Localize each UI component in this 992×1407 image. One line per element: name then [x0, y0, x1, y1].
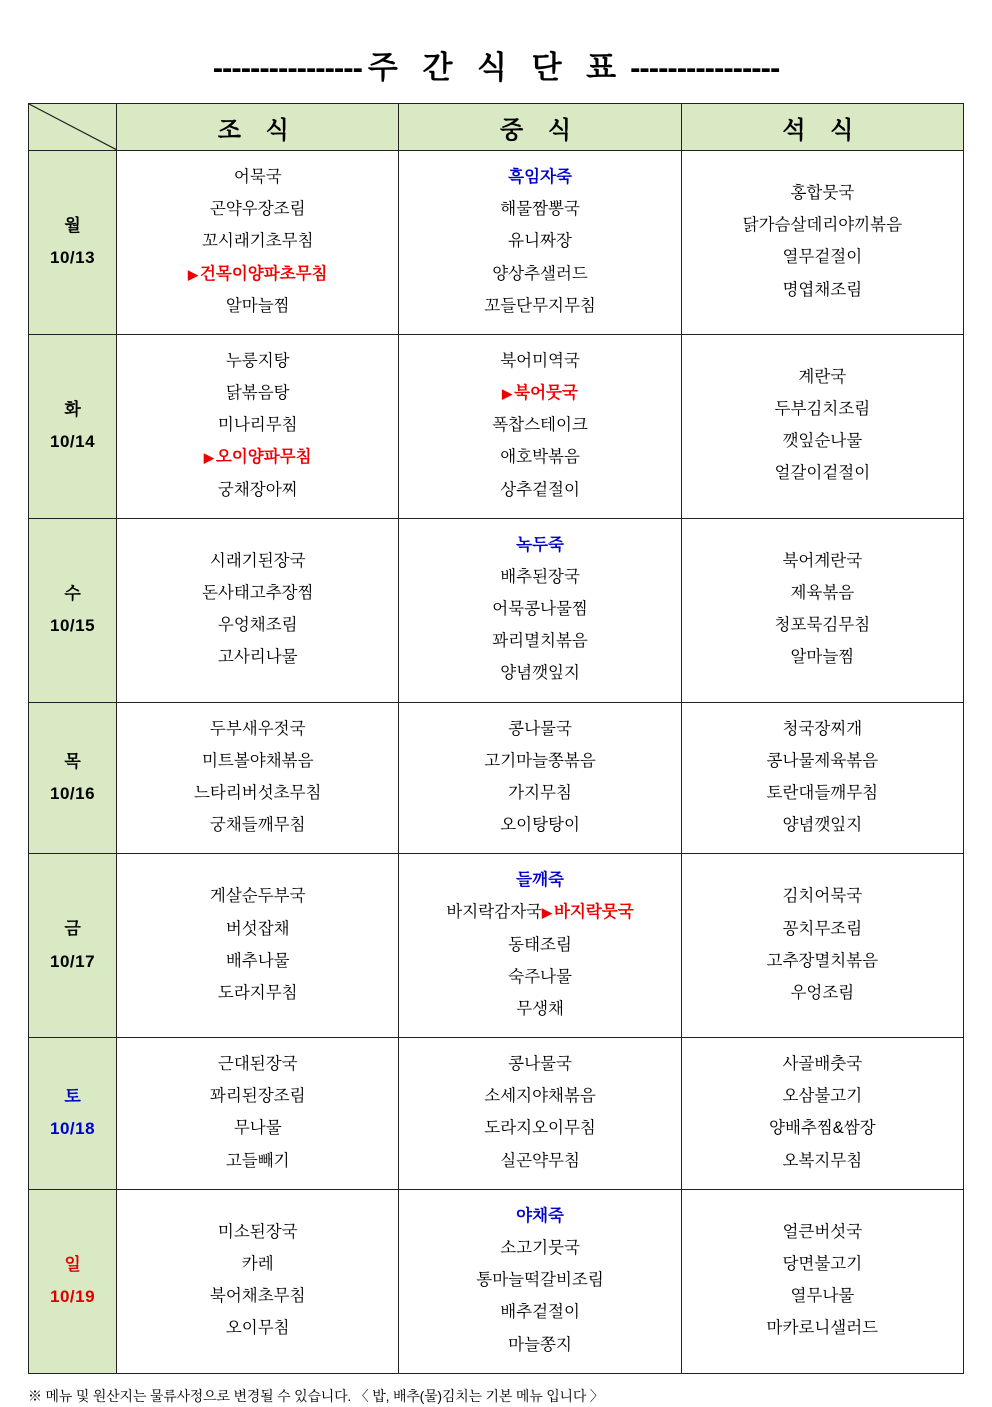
day-cell [29, 1189, 117, 1373]
day-of-week: 수 [64, 583, 81, 603]
day-cell [29, 334, 117, 518]
menu-item [405, 1200, 674, 1232]
menu-item [405, 896, 674, 928]
menu-cell-dinner [681, 854, 963, 1038]
menu-item-label: 양배추찜&쌈장 [769, 1119, 876, 1138]
menu-item-label: 야채죽 [516, 1206, 564, 1225]
menu-item [405, 625, 674, 657]
triangle-right-icon: ▶ [187, 266, 198, 282]
menu-item-label: 닭볶음탕 [225, 384, 290, 403]
menu-item [688, 177, 957, 209]
menu-item-label: 통마늘떡갈비조림 [476, 1271, 604, 1290]
menu-item [405, 345, 674, 377]
menu-item [688, 425, 957, 457]
menu-item-label: 미나리무침 [217, 416, 298, 435]
menu-item [123, 1248, 392, 1280]
menu-item-label: 무나물 [233, 1119, 282, 1138]
menu-item [123, 1280, 392, 1312]
menu-cell-lunch [399, 1038, 681, 1190]
menu-item [688, 641, 957, 673]
triangle-right-icon: ▶ [542, 905, 552, 921]
menu-item-label: 숙주나물 [508, 967, 572, 986]
menu-cell-breakfast [117, 518, 399, 702]
menu-item-label: 미소된장국 [217, 1222, 298, 1241]
menu-item [123, 641, 392, 673]
menu-item [405, 1048, 674, 1080]
title-left-dashes: ---------------- [212, 50, 362, 85]
menu-item-label: 동태조림 [508, 935, 572, 954]
menu-item [123, 577, 392, 609]
day-date: 10/17 [50, 951, 96, 971]
menu-item [405, 1232, 674, 1264]
menu-item [688, 241, 957, 273]
day-cell [29, 518, 117, 702]
menu-item-label: 시래기된장국 [209, 551, 306, 570]
menu-item [123, 1080, 392, 1112]
menu-item-label: 명엽채조림 [782, 280, 863, 299]
menu-cell-lunch [399, 854, 681, 1038]
menu-item [123, 225, 392, 257]
menu-item [405, 1264, 674, 1296]
menu-item [123, 258, 392, 290]
menu-item-label: 폭찹스테이크 [492, 416, 588, 435]
menu-item-label: 콩나물제육볶음 [766, 751, 879, 770]
menu-item-label: 꼬들단무지무침 [484, 296, 596, 315]
menu-cell-breakfast [117, 702, 399, 854]
menu-cell-breakfast [117, 1189, 399, 1373]
menu-item-label: 청포묵김무침 [774, 616, 871, 635]
table-row [29, 151, 964, 335]
menu-item [405, 225, 674, 257]
menu-item [123, 977, 392, 1009]
title-text: 주 간 식 단 표 [367, 50, 625, 85]
menu-item-label: 얼갈이겉절이 [774, 464, 871, 483]
menu-item-label: 상추겉절이 [500, 480, 580, 499]
menu-item [405, 377, 674, 409]
menu-item-label: 알마늘찜 [225, 296, 290, 315]
day-of-week: 토 [64, 1087, 81, 1107]
table-row [29, 334, 964, 518]
menu-cell-lunch [399, 151, 681, 335]
menu-item [688, 777, 957, 809]
menu-cell-breakfast [117, 151, 399, 335]
menu-item [688, 545, 957, 577]
menu-cell-dinner [681, 1038, 963, 1190]
menu-item [688, 393, 957, 425]
menu-item-label: 홍합뭇국 [790, 184, 855, 203]
menu-item [405, 290, 674, 322]
table-row [29, 1189, 964, 1373]
menu-item [405, 441, 674, 473]
menu-item [405, 809, 674, 841]
day-date: 10/18 [50, 1119, 96, 1139]
menu-item [405, 864, 674, 896]
menu-item-label: 가지무침 [508, 783, 572, 802]
menu-item [405, 1112, 674, 1144]
menu-item [123, 777, 392, 809]
menu-item-label: 고사리나물 [217, 648, 298, 667]
menu-item [123, 913, 392, 945]
day-cell [29, 854, 117, 1038]
menu-item-label: 콩나물국 [508, 1055, 572, 1074]
menu-item [688, 274, 957, 306]
menu-item [405, 409, 674, 441]
menu-item-label: 궁채들깨무침 [209, 816, 306, 835]
day-of-week: 화 [64, 399, 81, 419]
menu-item-label: 들깨죽 [516, 871, 564, 890]
menu-item-label: 어묵국 [233, 168, 282, 186]
menu-item [405, 929, 674, 961]
menu-item-label: 북어뭇국 [514, 384, 578, 403]
menu-item-label: 소세지야채볶음 [484, 1087, 596, 1106]
menu-item-label: 배추겉절이 [500, 1303, 580, 1322]
menu-item-label: 느타리버섯초무침 [193, 783, 322, 802]
menu-item-label: 북어계란국 [782, 551, 863, 570]
menu-item [123, 377, 392, 409]
menu-item [405, 1080, 674, 1112]
table-header [29, 104, 964, 151]
menu-item [123, 441, 392, 473]
menu-item-label: 북어미역국 [500, 351, 580, 370]
menu-item [405, 777, 674, 809]
menu-item [688, 745, 957, 777]
column-header-lunch: 중 식 [399, 104, 681, 151]
day-of-week: 금 [64, 919, 81, 939]
menu-item [123, 1112, 392, 1144]
menu-item-label: 사골배춧국 [782, 1055, 863, 1074]
menu-cell-breakfast [117, 1038, 399, 1190]
day-of-week: 월 [64, 216, 81, 236]
menu-item-label: 양상추샐러드 [492, 264, 588, 283]
menu-item [123, 713, 392, 745]
menu-item-label: 실곤약무침 [500, 1151, 580, 1170]
menu-item [123, 1216, 392, 1248]
menu-item [405, 993, 674, 1025]
menu-item [405, 1329, 674, 1361]
menu-item-label: 우엉조림 [790, 983, 855, 1002]
menu-item [405, 193, 674, 225]
menu-item-label: 오삼불고기 [782, 1087, 863, 1106]
menu-item-label: 당면불고기 [782, 1255, 863, 1274]
menu-item [405, 258, 674, 290]
menu-item [123, 1312, 392, 1344]
menu-item [688, 809, 957, 841]
menu-item [688, 1312, 957, 1344]
menu-item [405, 161, 674, 193]
menu-item-label: 녹두죽 [516, 535, 564, 554]
menu-item [405, 529, 674, 561]
menu-item-label: 열무나물 [790, 1287, 855, 1306]
day-of-week: 일 [64, 1254, 81, 1274]
menu-item [688, 361, 957, 393]
menu-item-label: 누룽지탕 [225, 351, 290, 370]
day-of-week: 목 [64, 751, 81, 771]
day-date: 10/15 [50, 616, 96, 636]
day-date: 10/13 [50, 248, 96, 268]
day-cell [29, 1038, 117, 1190]
menu-item-label: 흑임자죽 [508, 168, 572, 186]
menu-item-label: 청국장찌개 [782, 719, 863, 738]
menu-item-label: 고기마늘쫑볶음 [484, 751, 596, 770]
table-header-row [29, 104, 964, 151]
day-cell [29, 151, 117, 335]
menu-item [405, 1296, 674, 1328]
menu-item [688, 209, 957, 241]
menu-cell-dinner [681, 702, 963, 854]
menu-item [405, 657, 674, 689]
menu-item [688, 1112, 957, 1144]
menu-item-label: 오이탕탕이 [500, 816, 580, 835]
menu-item-label: 게살순두부국 [209, 887, 306, 906]
diagonal-line-icon [29, 104, 116, 150]
column-header-dinner: 석 식 [681, 104, 963, 151]
day-date: 10/14 [50, 432, 96, 452]
weekly-menu-table [28, 103, 964, 1374]
menu-item-label: 마카로니샐러드 [766, 1319, 879, 1338]
menu-item-label: 미트볼야채볶음 [201, 751, 314, 770]
menu-item-label: 꽈리멸치볶음 [492, 632, 588, 651]
menu-item [123, 880, 392, 912]
menu-item-label: 도라지오이무침 [484, 1119, 596, 1138]
menu-item [688, 977, 957, 1009]
menu-item-label: 배추된장국 [500, 567, 580, 586]
menu-item-label: 무생채 [516, 999, 564, 1018]
menu-item [405, 474, 674, 506]
menu-item-label: 계란국 [798, 367, 847, 386]
menu-item-label: 바지락뭇국 [554, 903, 634, 922]
menu-item-label: 오이양파무침 [215, 448, 312, 467]
menu-item-label: 해물짬뽕국 [500, 200, 580, 219]
column-header-breakfast: 조 식 [117, 104, 399, 151]
menu-item-label: 어묵콩나물찜 [492, 600, 588, 619]
menu-item-label: 꽁치무조림 [782, 919, 863, 938]
menu-item [688, 713, 957, 745]
menu-cell-breakfast [117, 334, 399, 518]
menu-item [405, 593, 674, 625]
menu-item-label: 도라지무침 [217, 983, 298, 1002]
menu-item-label: 유니짜장 [508, 232, 572, 251]
menu-item [123, 809, 392, 841]
menu-item [123, 745, 392, 777]
menu-cell-dinner [681, 1189, 963, 1373]
menu-item [405, 961, 674, 993]
menu-item [123, 409, 392, 441]
menu-item-label: 건목이양파초무침 [199, 264, 328, 283]
title-right-dashes: ---------------- [630, 50, 780, 85]
menu-item-label: 버섯잡채 [225, 919, 290, 938]
menu-item [123, 345, 392, 377]
menu-item-label: 양념깻잎지 [782, 816, 863, 835]
footnote: ※ 메뉴 및 원산지는 물류사정으로 변경될 수 있습니다. 〈 밥, 배추(물)김치는 기본 메뉴 입니다 〉 [28, 1387, 604, 1404]
menu-item [688, 1216, 957, 1248]
table-row [29, 518, 964, 702]
menu-item [123, 545, 392, 577]
menu-item [688, 913, 957, 945]
menu-item-label: 북어채초무침 [209, 1287, 306, 1306]
menu-item-label: 얼큰버섯국 [782, 1222, 863, 1241]
menu-item-label: 궁채장아찌 [217, 480, 298, 499]
menu-item-label: 열무겉절이 [782, 248, 863, 267]
menu-item [123, 609, 392, 641]
menu-item [688, 1080, 957, 1112]
menu-item-label: 김치어묵국 [782, 887, 863, 906]
menu-item-label: 소고기뭇국 [500, 1238, 580, 1257]
menu-cell-dinner [681, 518, 963, 702]
menu-item-label: 애호박볶음 [500, 448, 580, 467]
menu-item-label: 우엉채조림 [217, 616, 298, 635]
table-row [29, 702, 964, 854]
menu-item-label: 곤약우장조림 [209, 200, 306, 219]
menu-item [688, 609, 957, 641]
triangle-right-icon: ▶ [203, 450, 214, 466]
menu-item [688, 1145, 957, 1177]
menu-item [405, 1145, 674, 1177]
menu-item-label: 꼬시래기초무침 [201, 232, 314, 251]
menu-item [123, 1145, 392, 1177]
menu-item-prefix: 바지락감자국 [446, 903, 542, 922]
menu-item [123, 1048, 392, 1080]
menu-item [123, 945, 392, 977]
menu-item-label: 두부새우젓국 [209, 719, 306, 738]
menu-cell-dinner [681, 151, 963, 335]
menu-item [405, 561, 674, 593]
menu-item-label: 카레 [241, 1255, 274, 1274]
menu-item-label: 배추나물 [225, 951, 290, 970]
menu-item-label: 꽈리된장조림 [209, 1087, 306, 1106]
menu-item [688, 577, 957, 609]
menu-cell-lunch [399, 1189, 681, 1373]
menu-item-label: 고추장멸치볶음 [766, 951, 879, 970]
table-row [29, 854, 964, 1038]
menu-item [123, 474, 392, 506]
menu-cell-dinner [681, 334, 963, 518]
menu-item [688, 457, 957, 489]
menu-item-label: 두부김치조림 [774, 400, 871, 419]
table-body [29, 151, 964, 1374]
menu-item-label: 근대된장국 [217, 1055, 298, 1074]
menu-item [405, 745, 674, 777]
menu-item [123, 161, 392, 193]
menu-item-label: 제육볶음 [790, 583, 855, 602]
menu-item [123, 193, 392, 225]
menu-item-label: 토란대들깨무침 [766, 783, 879, 802]
menu-item [688, 1248, 957, 1280]
menu-item-label: 돈사태고추장찜 [201, 583, 314, 602]
menu-item-label: 콩나물국 [508, 719, 572, 738]
day-cell [29, 702, 117, 854]
menu-item-label: 깻잎순나물 [782, 432, 863, 451]
menu-item-label: 알마늘찜 [790, 648, 855, 667]
menu-item-label: 오이무침 [225, 1319, 290, 1338]
triangle-right-icon: ▶ [502, 386, 513, 402]
menu-item [688, 880, 957, 912]
menu-cell-lunch [399, 702, 681, 854]
day-date: 10/19 [50, 1287, 96, 1307]
menu-cell-breakfast [117, 854, 399, 1038]
menu-item-label: 마늘쫑지 [508, 1335, 572, 1354]
table-row [29, 1038, 964, 1190]
menu-item [123, 290, 392, 322]
menu-item [688, 1280, 957, 1312]
menu-item-label: 닭가슴살데리야끼볶음 [742, 216, 903, 235]
menu-item-label: 오복지무침 [782, 1151, 863, 1170]
menu-cell-lunch [399, 334, 681, 518]
table-corner-cell [29, 104, 117, 151]
menu-item [405, 713, 674, 745]
day-date: 10/16 [50, 783, 96, 803]
menu-cell-lunch [399, 518, 681, 702]
menu-item [688, 1048, 957, 1080]
menu-item [688, 945, 957, 977]
page-title [28, 42, 964, 87]
menu-item-label: 고들빼기 [225, 1151, 290, 1170]
menu-item-label: 양념깻잎지 [500, 664, 580, 683]
